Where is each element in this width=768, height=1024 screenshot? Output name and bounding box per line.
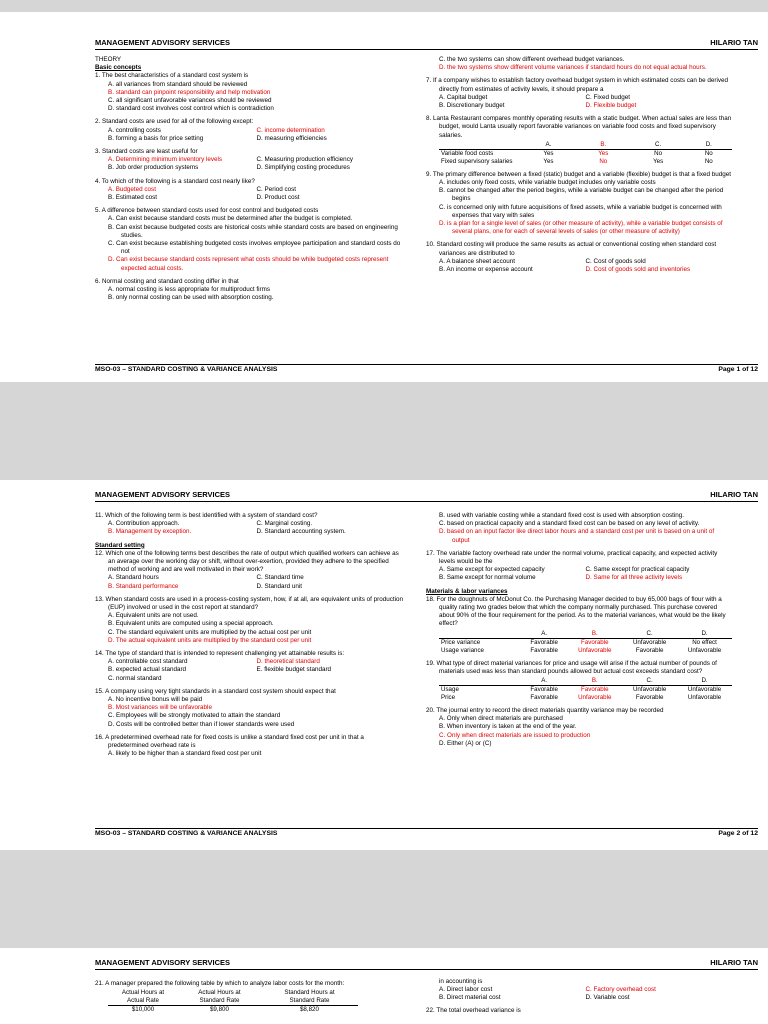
question-text: 5. A difference between standard costs used for cost control and budgeted costs: [95, 207, 319, 215]
left-column: [95, 512, 405, 763]
option-b-answer: B. Most variances will be unfavorable: [108, 704, 212, 712]
table-cell: Favorable: [635, 646, 664, 654]
question-6: [95, 278, 405, 303]
table-cell: No: [704, 157, 713, 165]
option-b: B. Discretionary budget: [439, 102, 505, 110]
table-cell: D.: [686, 141, 732, 150]
option-c: C. is concerned only with future acquisitions of fixed assets, while a variable budget is concerned with expenses that vary with sales: [439, 203, 722, 219]
table-cell: Actual Hours at: [121, 989, 165, 997]
table-cell: No: [599, 157, 608, 165]
table-cell: Actual Rate: [108, 997, 178, 1006]
option-a: A. controllable cost standard: [108, 658, 188, 666]
question-text: 7. If a company wishes to establish factory overhead budget system in which estimated costs can be derived directly from estimates of activity levels, it should prepare a: [426, 77, 729, 93]
question-1: [95, 72, 405, 113]
table-row: [439, 686, 732, 695]
option-d: D. Variable cost: [585, 994, 630, 1002]
question-text: 16. A predetermined overhead rate for fixed costs is unlike a standard fixed cost per unit in that a predetermined overhead rate is: [95, 733, 364, 750]
answer-table: [439, 630, 732, 655]
table-cell: Price variance: [441, 638, 481, 646]
question-19: [426, 660, 732, 702]
table-cell: Standard Hours at: [284, 989, 335, 997]
option-d: D. Costs will be controlled better than if lower standards were used: [108, 720, 295, 728]
table-header-row: [108, 989, 358, 997]
option-d-answer: D. is a plan for a single level of sales (or other measure of activity), while a variable budget consists of several plans, one for each of several levels of sales (or other measure of activity): [439, 220, 723, 236]
header-right: HILARIO TAN: [710, 490, 758, 499]
table-cell: No: [654, 149, 663, 157]
page-footer: [95, 364, 758, 375]
option-a: A. Standard hours: [108, 574, 159, 582]
header-left: MANAGEMENT ADVISORY SERVICES: [95, 958, 231, 967]
table-cell: C.: [631, 141, 686, 150]
question-15: [95, 688, 405, 729]
footer-left: MSO-03 – STANDARD COSTING & VARIANCE ANALYSIS: [95, 366, 278, 373]
question-2: [95, 118, 405, 143]
header-left: MANAGEMENT ADVISORY SERVICES: [95, 38, 231, 47]
section-subtitle: Basic concepts: [95, 64, 142, 72]
page-1: [0, 12, 768, 382]
option-c-answer: C. income determination: [256, 126, 325, 134]
question-text: 19. What type of direct material variances for price and usage will arise if the actual number of pounds of materials used was less than standard pounds allowed but actual cost exceeds standard cost?: [426, 659, 717, 675]
option-c: C. Same except for practical capacity: [585, 566, 690, 574]
question-text: 13. When standard costs are used in a process-costing system, how, if at all, are equivalent units of production (EUP) involved or used in the cost report at standard?: [95, 595, 404, 612]
question-text: 9. The primary difference between a fixed (static) budget and a variable (flexible) budget is that a fixed budget: [426, 170, 731, 178]
table-cell: C.: [622, 630, 677, 639]
question-6-continued: [426, 56, 732, 72]
table-row: [439, 647, 732, 655]
question-text: 3. Standard costs are least useful for: [95, 148, 198, 156]
table-cell: $10,000: [131, 1006, 155, 1014]
option-d-answer: D. the two systems show different volume variances if standard hours do not equal actual hours.: [439, 64, 707, 72]
question-3: [95, 148, 405, 173]
option-d-answer: D. theoretical standard: [256, 658, 320, 666]
table-cell: D.: [677, 630, 732, 639]
option-a: A. Same except for expected capacity: [439, 566, 545, 574]
table-cell: B.: [576, 141, 631, 150]
option-a: A. Contribution approach.: [108, 520, 180, 528]
option-b: B. Can exist because budgeted costs are historical costs while standard costs are based on engineering studies.: [108, 223, 398, 239]
answer-table: [439, 677, 732, 702]
option-d: D. Standard unit: [256, 582, 303, 590]
table-cell: No: [704, 149, 713, 157]
table-cell: [439, 630, 521, 639]
header-left: MANAGEMENT ADVISORY SERVICES: [95, 490, 231, 499]
answer-table: [439, 141, 732, 166]
table-cell: Variable food costs: [441, 149, 494, 157]
right-column: [426, 56, 732, 279]
table-cell: $8,820: [299, 1006, 319, 1014]
table-header-row: [439, 630, 732, 639]
option-b: B. used with variable costing while a standard fixed cost is used with absorption costing.: [439, 512, 685, 519]
question-text: 12. Which one of the following terms best describes the rate of output which qualified workers can achieve as an average over the working day or shift, without over-exertion, provided they adhere to the specified method of working and are well motivated in their work?: [95, 549, 399, 574]
page-header: [95, 958, 758, 970]
question-20: [426, 707, 732, 748]
table-cell: Favorable: [581, 686, 609, 694]
footer-left: MSO-03 – STANDARD COSTING & VARIANCE ANALYSIS: [95, 830, 278, 837]
table-cell: Favorable: [530, 686, 558, 694]
option-c: C. the two systems can show different overhead budget variances.: [439, 56, 625, 63]
option-a: A. Capital budget: [439, 93, 488, 101]
right-column: [426, 978, 732, 1015]
option-a: A. Equivalent units are not used.: [108, 612, 199, 620]
table-cell: $9,800: [209, 1006, 229, 1014]
option-c: C. based on practical capacity and a standard fixed cost can be based on any level of activity.: [439, 520, 700, 528]
table-row: [439, 638, 732, 647]
option-a-answer: A. Budgeted cost: [108, 185, 156, 193]
table-header-row: [439, 677, 732, 686]
option-c: C. The standard equivalent units are multiplied by the actual cost per unit: [108, 628, 312, 636]
option-b: B. Same except for normal volume: [439, 574, 536, 582]
option-c: C. Measuring production efficiency: [256, 156, 353, 164]
question-17: [426, 550, 732, 583]
question-18: [426, 596, 732, 655]
option-d: D. measuring efficiencies: [256, 134, 327, 142]
option-c: C. Can exist because establishing budgeted costs involves employee participation and standard costs do not: [108, 240, 401, 256]
table-cell: Favorable: [530, 694, 558, 702]
option-d: D. Either (A) or (C): [439, 739, 492, 747]
left-column: [95, 56, 405, 307]
option-e: E. flexible budget standard: [256, 666, 332, 674]
option-d: D. Product cost: [256, 194, 300, 202]
question-text: 14. The type of standard that is intended to represent challenging yet attainable results is:: [95, 650, 345, 658]
page-header: [95, 490, 758, 502]
option-d: D. Standard accounting system.: [256, 528, 346, 536]
option-b-answer: B. Management by exception.: [108, 528, 192, 536]
table-cell: Favorable: [635, 694, 664, 702]
option-d-answer: D. Same for all three activity levels: [585, 574, 683, 582]
table-cell: Unfavorable: [687, 686, 722, 694]
question-text: 18. For the doughnuts of McDonut Co. the Purchasing Manager decided to buy 65,000 bags of flour with a quality rating two grades below that which the company normally purchased. This purchase covered about 90% of the flour requirement for the period. As to the material variances, what would be the likely effect?: [426, 595, 726, 628]
table-cell: Unfavorable: [632, 638, 667, 646]
option-c: C. Marginal costing.: [256, 520, 313, 528]
table-cell: Favorable: [530, 646, 558, 654]
option-c-answer: C. Factory overhead cost: [585, 986, 656, 994]
option-d-answer: D. The actual equivalent units are multiplied by the standard cost per unit: [108, 636, 312, 644]
option-d-answer: D. based on an input factor like direct labor hours and a standard cost per unit is based on a unit of output: [439, 528, 715, 544]
option-b: B. only normal costing can be used with absorption costing.: [108, 294, 274, 302]
left-column: [95, 980, 405, 1014]
question-continued-text: in accounting is: [439, 978, 483, 985]
table-header-row: [439, 141, 732, 150]
page-2: [0, 480, 768, 850]
option-b-answer: B. standard can pinpoint responsibility and help motivation: [108, 88, 271, 96]
question-13: [95, 596, 405, 645]
option-c: C. Standard time: [256, 574, 304, 582]
table-header-row: [108, 997, 358, 1006]
question-9: [426, 171, 732, 237]
question-text: 17. The variable factory overhead rate under the normal volume, practical capacity, and expected activity levels would be the: [426, 549, 718, 566]
table-cell: Unfavorable: [632, 686, 667, 694]
page-number: Page 2 of 12: [718, 830, 758, 837]
table-cell: Unfavorable: [578, 694, 612, 702]
page-number: Page 1 of 12: [718, 366, 758, 373]
table-cell: Standard Rate: [261, 997, 358, 1006]
question-text: 1. The best characteristics of a standard cost system is: [95, 72, 249, 80]
table-cell: Favorable: [581, 638, 609, 646]
option-b: B. cannot be changed after the period begins, while a variable budget can be changed after the period begins: [439, 187, 724, 203]
option-b: B. Direct material cost: [439, 994, 501, 1002]
question-12: [95, 550, 405, 591]
table-cell: Unfavorable: [687, 694, 722, 702]
option-a: A. Only when direct materials are purchased: [439, 715, 563, 723]
table-row: [439, 149, 732, 158]
table-cell: C.: [622, 677, 677, 686]
table-cell: [439, 677, 521, 686]
option-b: B. Equivalent units are computed using a special approach.: [108, 620, 274, 628]
option-d-answer: D. Can exist because standard costs represent what costs should be while budgeted costs represent expected actual costs.: [108, 256, 389, 272]
option-b: B. forming a basis for price setting: [108, 134, 204, 142]
table-cell: A.: [521, 630, 567, 639]
table-cell: D.: [677, 677, 732, 686]
option-d: D. Simplifying costing procedures: [256, 164, 350, 172]
question-text: 11. Which of the following term is best identified with a system of standard cost?: [95, 512, 318, 519]
question-10: [426, 241, 732, 274]
question-text: 10. Standard costing will produce the same results as actual or conventional costing when standard cost variances are distributed to: [426, 241, 717, 257]
question-text: 15. A company using very tight standards in a standard cost system should expect that: [95, 687, 336, 695]
question-8: [426, 115, 732, 166]
table-cell: Yes: [543, 157, 554, 165]
question-text: 6. Normal costing and standard costing differ in that: [95, 277, 239, 285]
option-b: B. Estimated cost: [108, 194, 157, 202]
option-b: B. expected actual standard: [108, 666, 187, 674]
option-b: B. An income or expense account: [439, 266, 533, 274]
option-c-answer: C. Only when direct materials are issued to production: [439, 731, 591, 739]
option-a: A. A balance sheet account: [439, 257, 515, 265]
table-cell: Favorable: [530, 638, 558, 646]
question-5: [95, 207, 405, 273]
header-right: HILARIO TAN: [710, 958, 758, 967]
table-row: [439, 158, 732, 166]
section-subtitle: Standard setting: [95, 541, 145, 549]
section-subtitle: Materials & labor variances: [426, 587, 508, 595]
labor-table: [108, 989, 358, 1014]
table-cell: Actual Hours at: [198, 989, 241, 997]
option-d: D. standard cost involves cost control which is contradiction: [108, 105, 274, 113]
header-right: HILARIO TAN: [710, 38, 758, 47]
option-c: C. Employees will be strongly motivated to attain the standard: [108, 712, 281, 720]
option-b-answer: B. Standard performance: [108, 582, 179, 590]
table-cell: Unfavorable: [578, 646, 612, 654]
question-7: [426, 77, 732, 110]
option-a: A. controlling costs: [108, 126, 161, 134]
question-16-continued: [426, 512, 732, 545]
option-d-answer: D. Flexible budget: [585, 102, 637, 110]
option-a: A. Direct labor cost: [439, 986, 493, 994]
option-c: C. Period cost: [256, 185, 297, 193]
option-b: B. Job order production systems: [108, 164, 199, 172]
table-cell: Yes: [543, 149, 554, 157]
question-text: 4. To which of the following is a standard cost nearly like?: [95, 177, 255, 185]
question-16: [95, 734, 405, 759]
table-cell: Price: [441, 694, 456, 702]
table-cell: Unfavorable: [687, 646, 722, 654]
table-cell: Yes: [653, 157, 664, 165]
question-14: [95, 650, 405, 683]
table-cell: Usage: [441, 686, 459, 694]
table-cell: No effect: [692, 638, 717, 646]
table-cell: B.: [567, 630, 622, 639]
table-row: [439, 694, 732, 702]
option-c: C. normal standard: [108, 674, 162, 682]
question-11: [95, 512, 405, 537]
question-text: 2. Standard costs are used for all of the following except:: [95, 118, 254, 126]
section-title: THEORY: [95, 56, 122, 63]
table-cell: [439, 141, 521, 150]
option-a: A. likely to be higher than a standard fixed cost per unit: [108, 750, 262, 758]
page-3: [0, 948, 768, 1024]
option-a: A. includes only fixed costs, while variable budget includes only variable costs: [439, 179, 656, 187]
question-text: 20. The journal entry to record the direct materials quantity variance may be recorded: [426, 707, 664, 715]
option-b: B. When inventory is taken at the end of the year.: [439, 723, 577, 731]
option-a-answer: A. Determining minimum inventory levels: [108, 156, 223, 164]
option-a: A. No incentive bonus will be paid: [108, 696, 203, 704]
question-4: [95, 178, 405, 203]
table-row: [108, 1006, 358, 1015]
option-d-answer: D. Cost of goods sold and inventories: [585, 266, 691, 274]
option-a: A. Can exist because standard costs must be determined after the budget is completed.: [108, 215, 353, 223]
table-cell: B.: [567, 677, 622, 686]
table-cell: Usage variance: [441, 646, 484, 654]
page-footer: [95, 828, 758, 839]
table-cell: Fixed supervisory salaries: [441, 157, 513, 165]
option-a: A. normal costing is less appropriate for multiproduct firms: [108, 286, 271, 294]
question-text: 8. Lanta Restaurant compares monthly operating results with a static budget. When actual sales are less than budget, would Lanta usually report favorable variances on variable food costs and fixed supervisory salaries.: [426, 115, 732, 139]
option-c: C. Cost of goods sold: [585, 257, 646, 265]
table-cell: A.: [521, 141, 576, 150]
table-cell: Standard Rate: [178, 997, 261, 1006]
right-column: [426, 512, 732, 753]
page-header: [95, 38, 758, 50]
table-cell: A.: [521, 677, 567, 686]
table-cell: Yes: [598, 149, 609, 157]
question-22-text: 22. The total overhead variance is: [426, 1006, 521, 1014]
question-21-text: 21. A manager prepared the following table by which to analyze labor costs for the month:: [95, 980, 345, 987]
option-c: C. all significant unfavorable variances should be reviewed: [108, 97, 272, 105]
option-c: C. Fixed budget: [585, 93, 630, 101]
option-a: A. all variances from standard should be reviewed: [108, 80, 248, 88]
